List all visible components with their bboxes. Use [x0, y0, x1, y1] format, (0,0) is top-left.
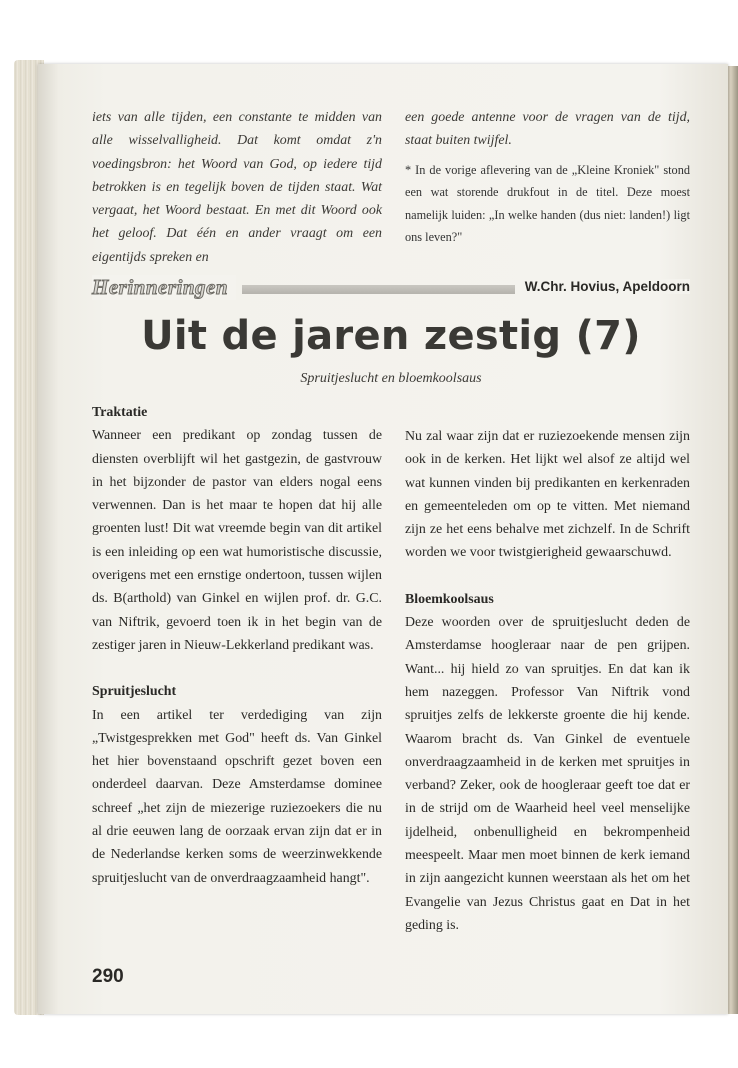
section-text-traktatie: Wanneer een predikant op zondag tussen de diensten overblijft wil het gastgezin, de gastvrouw in het bijzonder de pastor van elders nogal eens verwennen. Dan is het maar te hopen dat hij alle groenten lust! Dit wat vreemde begin van dit artikel is een inleiding op een wat humoristische discussie, overigens met een ernstige ondertoon, tussen wijlen ds. B(arthold) van Ginkel en wijlen prof. dr. G.C. van Niftrik, gevoerd toen ik in het begin van de zestiger jaren in Nieuw-Lekkerland predikant was.: [92, 428, 382, 653]
section-heading-traktatie: Traktatie: [92, 405, 148, 420]
intro-right-text: een goede antenne voor de vragen van de tijd, staat buiten twijfel.: [405, 110, 690, 149]
page-number: 290: [92, 966, 124, 987]
right-text-ruziezoekers: Nu zal waar zijn dat er ruziezoekende mensen zijn ook in de kerken. Het lijkt wel alsof ze altijd wel wat kunnen vinden bij predikanten en kerkenraden en gemeenteleden om op te vitten. Met niemand zijn ze het eens behalve met zichzelf. In de Schrift worden we voor twistgierigheid gewaarschuwd.: [405, 429, 690, 561]
article-title: Uit de jaren zestig (7): [141, 313, 641, 359]
intro-left-text: iets van alle tijden, een constante te midden van alle wisselvalligheid. Dat komt omdat z'n voedingsbron: het Woord van God, op iedere tijd betrokken is en tegelijk boven de tijden staat. Wat vergaat, het Woord bestaat. En met dit Woord ook het geloof. Dat één en ander vraagt om een eigentijds spreken en: [92, 110, 382, 265]
section-heading-bloemkoolsaus: Bloemkoolsaus: [405, 591, 494, 607]
series-title: Herinneringen: [92, 275, 236, 300]
article-left-column: [92, 401, 382, 890]
section-text-spruitjeslucht: In een artikel ter verdediging van zijn „Twistgesprekken met God" heeft ds. Van Ginkel het hier bovenstaand opschrift gezet boven een onderdeel daarvan. Deze Amsterdamse dominee schreef „het zijn de miezerige ruziezoekers die nu al drie eeuwen lang de oorzaak ervan zijn dat er in de Nederlandse kerken soms de weerzinwekkende spruitjeslucht van de onverdraagzaamheid hangt".: [92, 707, 382, 886]
section-text-bloemkoolsaus: Deze woorden over de spruitjeslucht deden de Amsterdamse hoogleraar naar de pen grijpen. Want... hij hield zo van spruitjes. En dat kan ik hem nazeggen. Professor Van Niftrik vond spruitjes zelfs de lekkerste groente die hij kende. Waarom bracht ds. Van Ginkel de eventuele onverdraagzaamheid in de kerken met spruitjes in verband? Zeker, ook de hoogleraar geeft toe dat er in de strijd om de Waarheid heel veel menselijke ijdelheid, onbenulligheid en bekrompenheid meespeelt. Maar men moet binnen de kerk iemand in zijn aangezicht kunnen weerstaan als het om het Evangelie van Jezus Christus gaat en Dat in het geding is.: [405, 615, 690, 933]
footnote: * In de vorige aflevering van de „Kleine Kroniek" stond een wat storende drukfout in de titel. Deze moest namelijk luiden: „In welke handen (dus niet: landen!) ligt ons leven?": [405, 162, 690, 245]
author-byline: W.Chr. Hovius, Apeldoorn: [515, 279, 690, 294]
article-right-column: [405, 425, 690, 937]
section-heading-spruitjeslucht: Spruitjeslucht: [92, 684, 177, 700]
intro-right-column: [405, 106, 690, 249]
section-header-bar: [92, 277, 690, 303]
article-subtitle: Spruitjeslucht en bloemkoolsaus: [300, 371, 482, 386]
intro-left-column: [92, 106, 382, 269]
